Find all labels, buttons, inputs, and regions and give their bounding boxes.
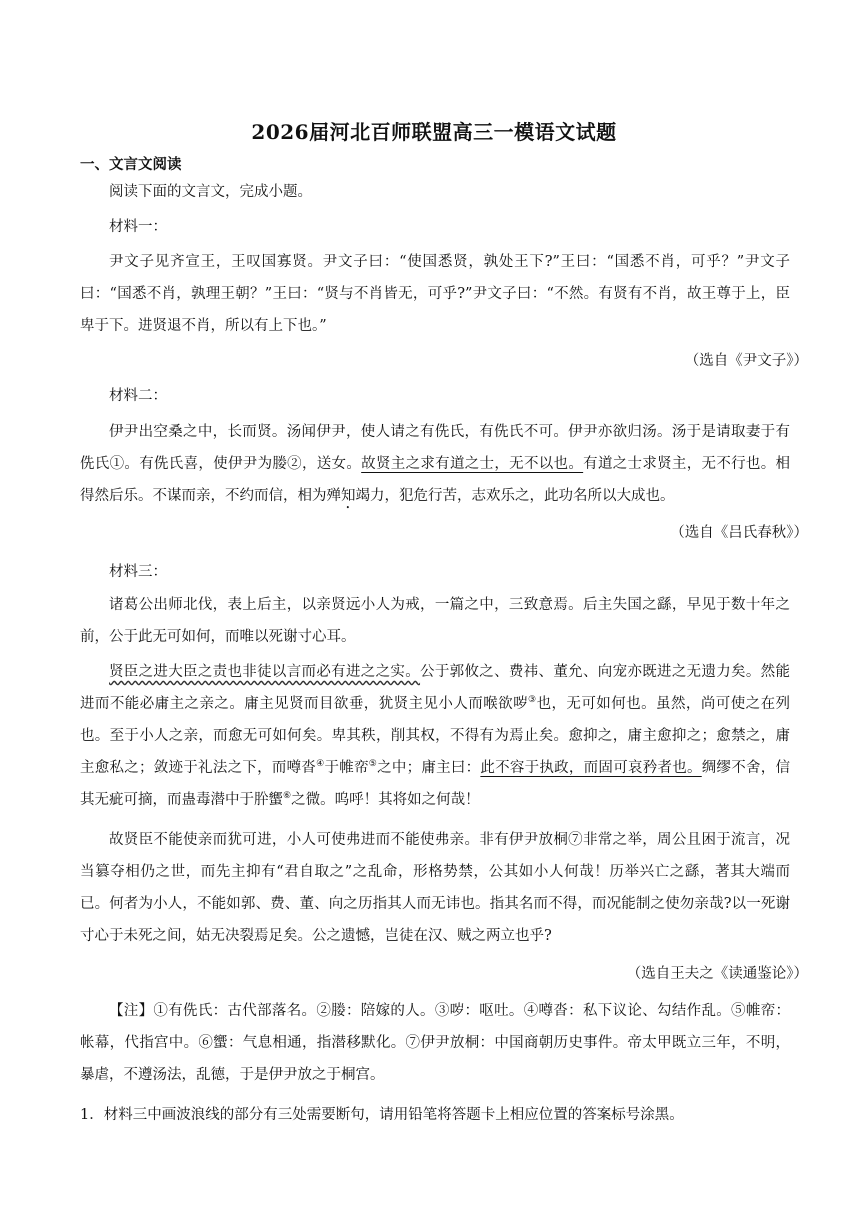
- material-1-text: 尹文子见齐宣王，王叹国寡贤。尹文子曰：“使国悉贤，孰处王下?”王曰：“国悉不肖，可乎？”尹文子曰：“国悉不肖，孰理王朝？”王曰：“贤与不肖皆无，可乎?”尹文子曰：“不然。有贤有不肖，故王尊于上，臣卑于下。进贤退不肖，所以有上下也。”: [80, 254, 790, 334]
- para-2-part-d: 于帷帟: [324, 760, 369, 776]
- para-2-part-g: 绸缪不舍，信其无疵可摘，而蛊毒潜中于肸蠁: [80, 760, 791, 808]
- para-2-part-e: 之中；庸主曰：: [377, 760, 481, 776]
- instruction: 阅读下面的文言文，完成小题。: [109, 184, 312, 200]
- material-2-part-1: 伊尹出空桑之中，长而贤。汤闻伊尹，使人请之有侁氏，有侁氏不可。伊尹亦欲归汤。汤于是请取妻于有侁氏①。有侁氏喜，使伊尹为媵②，送女。: [80, 424, 790, 472]
- para-2-part-h: 之微。呜呼！其将如之何哉！: [291, 792, 480, 808]
- section-heading: 一、文言文阅读: [80, 157, 182, 173]
- note-mark-6: ⑥: [283, 791, 292, 802]
- para-2-part-b: 公于郭攸之、费祎、董允、向宠亦既进之无遗力矣。然能进而不能必庸主之亲之。庸主见贤而目欲垂，犹贤主见小人而喉欲哕: [80, 664, 790, 712]
- material-2-text: [80, 416, 790, 512]
- wavy-underlined-sentence: 贤臣之进大臣之责也非徒以言而必有进之之实。: [109, 664, 421, 680]
- material-2-part-5: 竭力，犯危行苦，志欢乐之，此功名所以大成也。: [355, 488, 675, 504]
- material-3-para-1: 诸葛公出师北伐，表上后主，以亲贤远小人为戒，一篇之中，三致意焉。后主失国之繇，早见于数十年之前，公于此无可如何，而唯以死谢寸心耳。: [80, 597, 790, 645]
- material-2-underlined-sentence: 故贤主之求有道之士，无不以也。: [361, 456, 584, 472]
- material-3-label: 材料三：: [109, 564, 167, 580]
- note-mark-3: ③: [528, 695, 537, 706]
- note-mark-5: ⑤: [368, 759, 378, 770]
- material-2-part-3: 有道之士求贤主，无不行也。相得然后乐。不谋而亲，不约而信，相为殚: [80, 456, 791, 504]
- underlined-quote: 此不容于执政，而固可哀矜者也。: [480, 760, 702, 776]
- note-mark-4: ④: [316, 759, 325, 770]
- material-3-source: （选自王夫之《读通鉴论》）: [626, 966, 808, 982]
- material-2-label: 材料二：: [109, 388, 167, 404]
- material-2-dotted-char: 知: [341, 488, 356, 504]
- material-3-para-3: 故贤臣不能使亲而犹可进，小人可使弗进而不能使弗亲。非有伊尹放桐⑦非常之举，周公且困于流言，况当篡夺相仍之世，而先主抑有“君自取之”之乱命，形格势禁，公其如小人何哉！历举兴亡之繇，著其大端而已。何者为小人，不能如郭、费、董、向之历指其人而无讳也。指其名而不得，而况能制之使勿亲哉?以一死谢寸心于未死之间，姑无决裂焉足矣。公之遗憾，岂徒在汉、贼之两立也乎?: [80, 832, 790, 944]
- question-1: 1．材料三中画波浪线的部分有三处需要断句，请用铅笔将答题卡上相应位置的答案标号涂黑。: [80, 1107, 684, 1123]
- material-2-source: （选自《吕氏春秋》）: [670, 525, 808, 541]
- material-1-source: （选自《尹文子》）: [684, 353, 808, 369]
- material-3-para-2: [80, 656, 790, 816]
- exam-title: 2026届河北百师联盟高三一模语文试题: [251, 120, 617, 144]
- para-2-part-c: 也，无可如何也。虽然，尚可使之在列也。至于小人之亲，而愈无可如何矣。卑其秩，削其权，不得有为焉止矣。愈抑之，庸主愈抑之；愈禁之，庸主愈私之；敛迹于礼法之下，而噂沓: [80, 696, 791, 776]
- annotation-notes: 【注】①有侁氏：古代部落名。②媵：陪嫁的人。③哕：呕吐。④噂沓：私下议论、勾结作乱。⑤帷帟：帐幕，代指宫中。⑥蠁：气息相通，指潜移默化。⑦伊尹放桐：中国商朝历史事件。帝太甲既立三年，不明，暴虐，不遵汤法，乱德，于是伊尹放之于桐宫。: [80, 1003, 790, 1083]
- material-1-label: 材料一：: [109, 219, 167, 235]
